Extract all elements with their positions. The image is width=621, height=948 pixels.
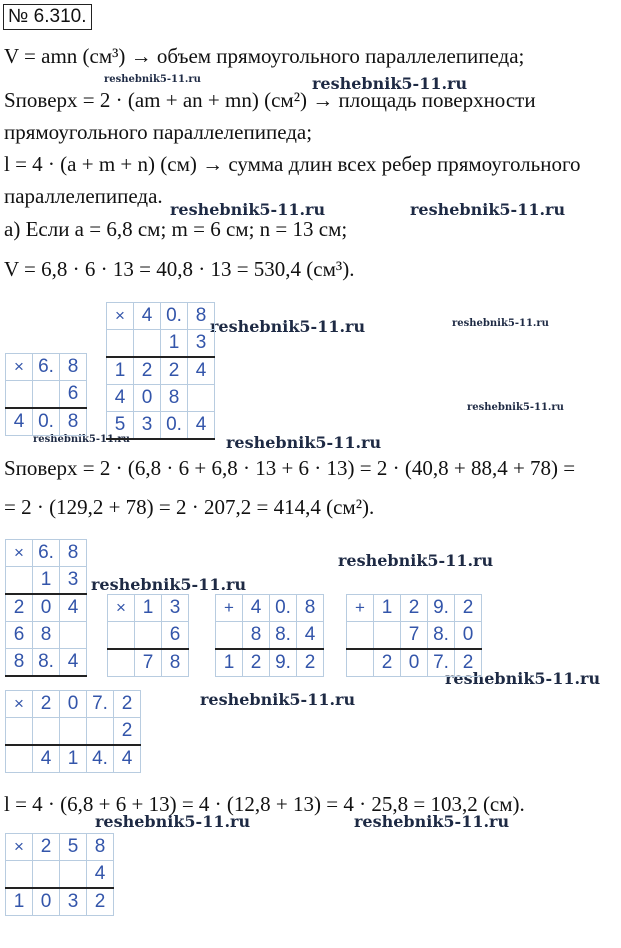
digit-cell	[347, 649, 374, 677]
watermark: reshebnik5-11.ru	[200, 690, 356, 709]
digit-cell: 8	[33, 622, 60, 649]
digit-cell: 9.	[428, 595, 455, 622]
digit-cell: 8	[6, 649, 33, 677]
digit-cell	[216, 622, 243, 650]
digit-cell: 2	[161, 357, 188, 385]
digit-cell: 6	[60, 381, 87, 409]
digit-cell: 4	[87, 861, 114, 889]
digit-cell: 8.	[33, 649, 60, 677]
digit-cell: 7.	[87, 691, 114, 718]
watermark: reshebnik5-11.ru	[91, 575, 247, 594]
digit-cell: 2	[297, 649, 324, 677]
edges-formula: l = 4 · (a + m + n) (см) → сумма длин всех ребер прямоугольного	[4, 152, 581, 176]
digit-cell: 8.	[428, 622, 455, 650]
digit-cell	[347, 622, 374, 650]
calc-13-times-6	[107, 594, 189, 677]
digit-cell: 3	[162, 595, 189, 622]
digit-cell: 6.	[33, 354, 60, 381]
calc-6-8-times-13	[5, 539, 87, 677]
digit-cell: 7.	[428, 649, 455, 677]
digit-cell: 4	[188, 357, 215, 385]
digit-cell	[33, 718, 60, 746]
digit-cell	[134, 330, 161, 358]
watermark: reshebnik5-11.ru	[312, 74, 468, 93]
digit-cell: 6	[6, 622, 33, 649]
calc-207-2-times-2	[5, 690, 141, 773]
operator-sign: ×	[6, 834, 33, 861]
digit-cell: 4	[114, 745, 141, 773]
watermark: reshebnik5-11.ru	[354, 812, 510, 831]
operator-sign: ×	[107, 303, 134, 330]
digit-cell: 1	[216, 649, 243, 677]
digit-cell	[60, 861, 87, 889]
volume-calculation: V = 6,8 · 6 · 13 = 40,8 · 13 = 530,4 (см³).	[4, 257, 355, 281]
digit-cell: 0.	[161, 412, 188, 440]
digit-cell: 5	[60, 834, 87, 861]
digit-cell: 1	[161, 330, 188, 358]
watermark: reshebnik5-11.ru	[95, 812, 251, 831]
digit-cell: 4	[33, 745, 60, 773]
digit-cell: 2	[455, 649, 482, 677]
digit-cell	[108, 649, 135, 677]
digit-cell: 2	[374, 649, 401, 677]
digit-cell	[6, 381, 33, 409]
operator-sign: ×	[6, 354, 33, 381]
digit-cell	[60, 622, 87, 649]
digit-cell	[33, 861, 60, 889]
digit-cell: 4	[134, 303, 161, 330]
digit-cell: 0	[134, 385, 161, 412]
digit-cell	[374, 622, 401, 650]
digit-cell: 7	[135, 649, 162, 677]
digit-cell: 4	[297, 622, 324, 650]
digit-cell	[33, 381, 60, 409]
digit-cell	[87, 718, 114, 746]
digit-cell: 5	[107, 412, 134, 440]
digit-cell: 1	[6, 888, 33, 916]
surface-formula-cont: прямоугольного параллелепипеда;	[4, 120, 313, 144]
digit-cell: 4	[107, 385, 134, 412]
digit-cell: 2	[87, 888, 114, 916]
digit-cell: 8	[162, 649, 189, 677]
digit-cell: 0	[455, 622, 482, 650]
operator-sign: +	[216, 595, 243, 622]
digit-cell: 3	[60, 567, 87, 595]
digit-cell: 6.	[33, 540, 60, 567]
digit-cell	[6, 718, 33, 746]
watermark: reshebnik5-11.ru	[452, 318, 549, 329]
digit-cell	[108, 622, 135, 650]
digit-cell	[6, 745, 33, 773]
digit-cell: 0	[401, 649, 428, 677]
watermark: reshebnik5-11.ru	[104, 74, 201, 85]
digit-cell: 0.	[270, 595, 297, 622]
digit-cell: 2	[114, 691, 141, 718]
digit-cell: 4	[243, 595, 270, 622]
digit-cell: 8	[60, 354, 87, 381]
digit-cell: 0	[60, 691, 87, 718]
digit-cell: 8.	[270, 622, 297, 650]
operator-sign: ×	[6, 691, 33, 718]
surface-calculation-cont: = 2 · (129,2 + 78) = 2 · 207,2 = 414,4 (см²).	[4, 495, 375, 519]
digit-cell: 3	[188, 330, 215, 358]
digit-cell: 2	[134, 357, 161, 385]
watermark: reshebnik5-11.ru	[226, 433, 382, 452]
digit-cell: 2	[33, 691, 60, 718]
digit-cell: 8	[243, 622, 270, 650]
watermark: reshebnik5-11.ru	[170, 200, 326, 219]
watermark: reshebnik5-11.ru	[467, 402, 564, 413]
digit-cell	[6, 567, 33, 595]
digit-cell: 2	[6, 594, 33, 622]
digit-cell	[60, 718, 87, 746]
digit-cell: 8	[87, 834, 114, 861]
watermark: reshebnik5-11.ru	[338, 551, 494, 570]
digit-cell: 4	[60, 649, 87, 677]
digit-cell: 1	[60, 745, 87, 773]
digit-cell: 1	[33, 567, 60, 595]
problem-number: № 6.310.	[3, 4, 92, 30]
digit-cell: 2	[455, 595, 482, 622]
calc-129-2-plus-78	[346, 594, 482, 677]
digit-cell: 1	[374, 595, 401, 622]
digit-cell: 8	[188, 303, 215, 330]
surface-calculation: Sповерх = 2 · (6,8 · 6 + 6,8 · 13 + 6 · 13) = 2 · (40,8 + 88,4 + 78) =	[4, 456, 576, 480]
digit-cell: 4	[6, 408, 33, 436]
digit-cell	[188, 385, 215, 412]
digit-cell: 1	[107, 357, 134, 385]
digit-cell	[107, 330, 134, 358]
edges-calculation: l = 4 · (6,8 + 6 + 13) = 4 · (12,8 + 13) = 4 · 25,8 = 103,2 (см).	[4, 792, 525, 816]
digit-cell: 8	[60, 540, 87, 567]
digit-cell: 0	[33, 594, 60, 622]
digit-cell: 1	[135, 595, 162, 622]
digit-cell: 6	[162, 622, 189, 650]
digit-cell: 2	[33, 834, 60, 861]
digit-cell: 8	[60, 408, 87, 436]
watermark: reshebnik5-11.ru	[33, 434, 130, 445]
surface-formula: Sповерх = 2 · (am + an + mn) (см²) → площадь поверхности	[4, 88, 536, 112]
digit-cell: 4	[60, 594, 87, 622]
digit-cell: 4.	[87, 745, 114, 773]
digit-cell: 2	[243, 649, 270, 677]
volume-formula: V = amn (см³) → объем прямоугольного параллелепипеда;	[4, 44, 525, 68]
digit-cell: 3	[60, 888, 87, 916]
watermark: reshebnik5-11.ru	[410, 200, 566, 219]
digit-cell: 2	[401, 595, 428, 622]
digit-cell: 0.	[33, 408, 60, 436]
digit-cell: 9.	[270, 649, 297, 677]
digit-cell	[135, 622, 162, 650]
given-values: а) Если a = 6,8 см; m = 6 см; n = 13 см;	[4, 217, 348, 241]
operator-sign: ×	[108, 595, 135, 622]
digit-cell: 0.	[161, 303, 188, 330]
digit-cell	[6, 861, 33, 889]
digit-cell: 3	[134, 412, 161, 440]
calc-25-8-times-4	[5, 833, 114, 916]
digit-cell: 4	[188, 412, 215, 440]
watermark: reshebnik5-11.ru	[445, 669, 601, 688]
calc-40-8-plus-88-4	[215, 594, 324, 677]
edges-formula-cont: параллелепипеда.	[4, 184, 163, 208]
digit-cell: 8	[161, 385, 188, 412]
calc-40-8-times-13	[106, 302, 215, 440]
watermark: reshebnik5-11.ru	[210, 317, 366, 336]
digit-cell: 7	[401, 622, 428, 650]
calc-6-8-times-6	[5, 353, 87, 436]
digit-cell: 8	[297, 595, 324, 622]
operator-sign: +	[347, 595, 374, 622]
operator-sign: ×	[6, 540, 33, 567]
digit-cell: 0	[33, 888, 60, 916]
digit-cell: 2	[114, 718, 141, 746]
